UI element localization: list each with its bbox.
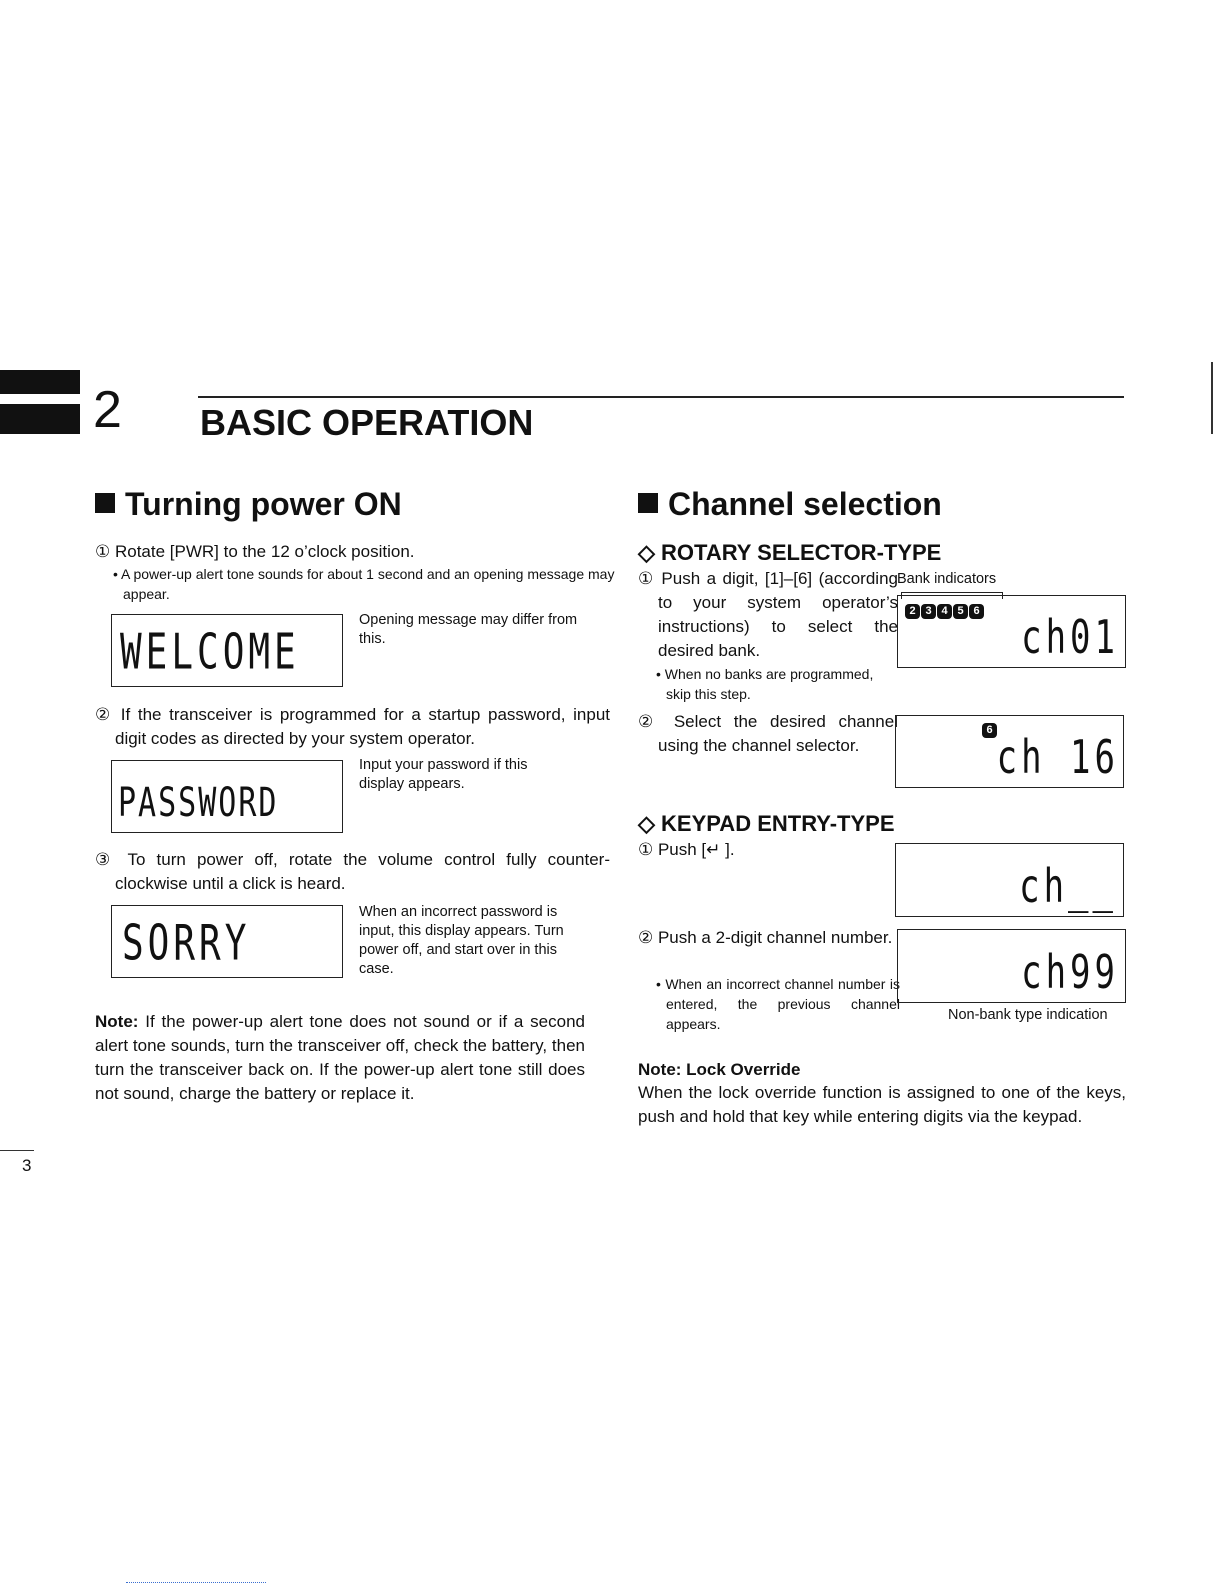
- section-heading-power-text: Turning power ON: [125, 486, 402, 522]
- rotary-step-2: ② Select the desired channel using the channel selector.: [638, 712, 898, 755]
- bank-selected-indicator: 6: [982, 723, 997, 738]
- lcd-welcome-text: WELCOME: [120, 625, 300, 681]
- power-note-label: Note:: [95, 1012, 139, 1031]
- heading-square-icon: [95, 493, 115, 513]
- bank-indicator-bracket: [901, 592, 1003, 599]
- keypad-heading: ◇ KEYPAD ENTRY-TYPE: [638, 811, 895, 836]
- lock-note-text: When the lock override function is assigned to one of the keys, push and hold that key while entering digits via the keypad.: [638, 1083, 1126, 1126]
- power-note-text: If the power-up alert tone does not sound or if a second alert tone sounds, turn the transceiver off, check the battery, then turn the transceiver back on. If the power-up alert tone still does not sound, charge the battery or replace it.: [95, 1012, 585, 1103]
- nonbank-caption: Non-bank type indication: [948, 1007, 1108, 1023]
- bank-indicator: 6: [969, 604, 984, 619]
- lcd-ch16: [895, 715, 1124, 788]
- keypad-step-2: ② Push a 2-digit channel number.: [638, 928, 893, 947]
- keypad-step-2-bullet: • When an incorrect channel number is entered, the previous channel appears.: [656, 976, 900, 1032]
- lcd-ch16-text: ch 16: [996, 731, 1119, 786]
- heading-square-icon: [638, 493, 658, 513]
- lcd-ch99-text: ch99: [1021, 946, 1119, 1001]
- lcd-ch-blank: [895, 843, 1124, 917]
- section-heading-channel-text: Channel selection: [668, 486, 942, 522]
- power-step-1-bullet: • A power-up alert tone sounds for about 1 second and an opening message may appear.: [113, 566, 615, 602]
- lcd-ch99: [897, 929, 1126, 1003]
- caption-welcome: Opening message may differ from this.: [359, 612, 578, 647]
- right-margin-mark: [1211, 362, 1213, 434]
- page-number-rule: [0, 1150, 34, 1151]
- lcd-password: [111, 760, 343, 833]
- lcd-password-text: PASSWORD: [118, 779, 279, 827]
- power-step-3: ③ To turn power off, rotate the volume control fully counter-clockwise until a click is heard.: [95, 850, 610, 893]
- caption-sorry: When an incorrect password is input, this display appears. Turn power off, and start over in this case.: [359, 904, 564, 977]
- lcd-ch01: [897, 595, 1126, 668]
- power-note: [95, 1010, 585, 1106]
- page-number: 3: [22, 1156, 32, 1175]
- section-heading-channel: [638, 488, 942, 520]
- header-rule: [198, 396, 1124, 398]
- bank-indicator-group: [905, 604, 984, 619]
- bank-indicator: 3: [921, 604, 936, 619]
- rotary-step-1-bullet: • When no banks are programmed, skip this step.: [656, 666, 874, 702]
- rotary-step-1: ① Push a digit, [1]–[6] (according to your system operator’s instructions) to select the desired bank.: [638, 569, 898, 660]
- lcd-sorry: [111, 905, 343, 978]
- lcd-ch01-text: ch01: [1021, 611, 1119, 666]
- chapter-tab-bottom: [0, 404, 80, 434]
- power-step-1: ① Rotate [PWR] to the 12 o’clock position.: [95, 542, 415, 561]
- section-heading-power: [95, 488, 402, 520]
- lcd-welcome: [111, 614, 343, 687]
- chapter-number: 2: [93, 381, 122, 439]
- chapter-title: BASIC OPERATION: [200, 402, 534, 443]
- bank-indicator: 4: [937, 604, 952, 619]
- power-step-2: ② If the transceiver is programmed for a startup password, input digit codes as directed by your system operator.: [95, 705, 610, 748]
- bank-indicator: 5: [953, 604, 968, 619]
- rotary-heading: ◇ ROTARY SELECTOR-TYPE: [638, 540, 942, 565]
- keypad-step-1: ① Push [↵ ].: [638, 840, 735, 859]
- chapter-tab-top: [0, 370, 80, 394]
- bank-indicators-label: Bank indicators: [897, 571, 997, 587]
- caption-password: Input your password if this display appears.: [359, 757, 528, 792]
- lcd-ch-blank-text: ch__: [1019, 860, 1117, 915]
- lock-note-title: Note: Lock Override: [638, 1060, 801, 1079]
- lcd-sorry-text: SORRY: [122, 916, 251, 972]
- bank-indicator: 2: [905, 604, 920, 619]
- bottom-dotted-line: [126, 1582, 266, 1583]
